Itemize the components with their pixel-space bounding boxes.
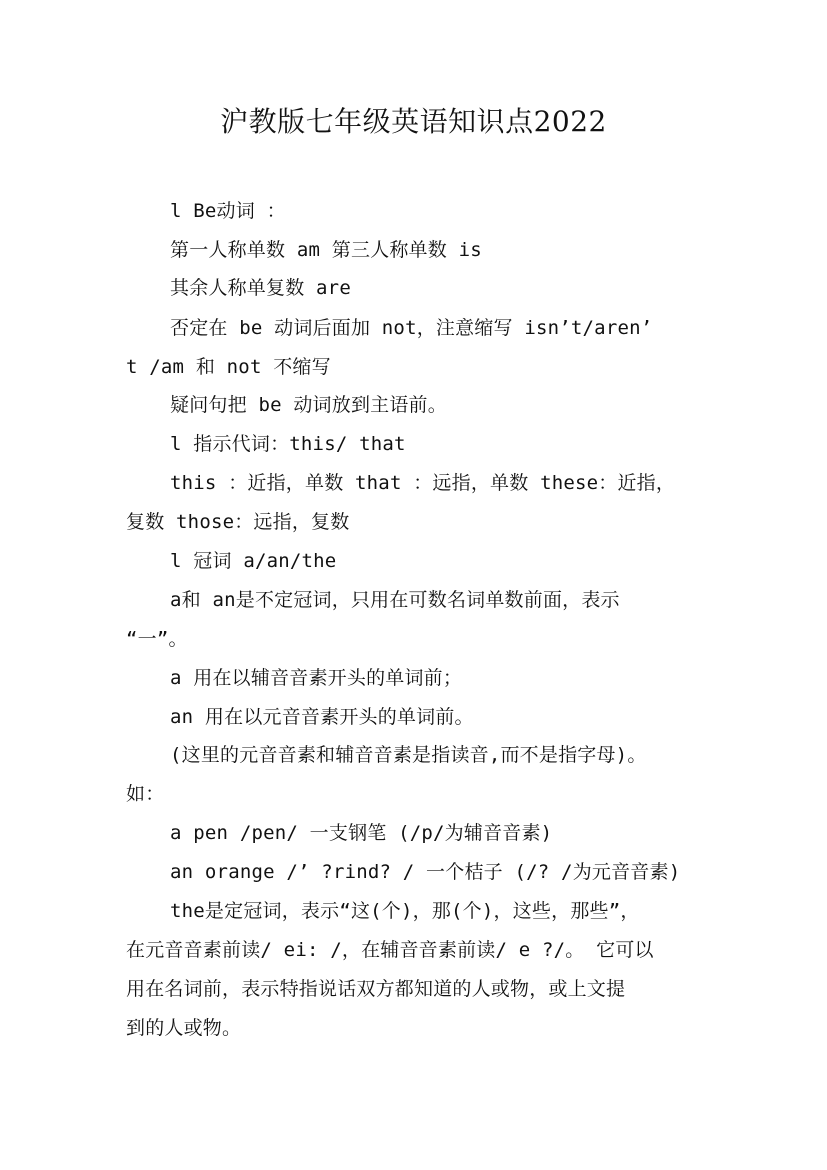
text-line: an orange /’ ?rind? / 一个桔子 (/? /为元音音素): [170, 861, 681, 883]
text-line: t /am 和 not 不缩写: [126, 356, 331, 378]
text-line: 如：: [126, 783, 165, 805]
text-line: 否定在 be 动词后面加 not，注意缩写 isn’t/aren’: [170, 317, 653, 339]
text-line: the是定冠词，表示“这(个)，那(个)，这些，那些”，: [170, 900, 640, 922]
text-line: l Be动词 ：: [170, 200, 286, 222]
text-line: 用在名词前，表示特指说话双方都知道的人或物，或上文提: [126, 978, 626, 1000]
text-line: (这里的元音音素和辅音音素是指读音,而不是指字母)。: [170, 744, 647, 766]
text-line: 第一人称单数 am 第三人称单数 is: [170, 239, 482, 261]
text-line: 到的人或物。: [126, 1017, 242, 1039]
document-title: 沪教版七年级英语知识点2022: [220, 105, 607, 138]
text-line: a和 an是不定冠词，只用在可数名词单数前面，表示: [170, 589, 620, 611]
text-line: l 冠词 a/an/the: [170, 550, 337, 572]
text-line: an 用在以元音音素开头的单词前。: [170, 706, 474, 728]
text-line: 疑问句把 be 动词放到主语前。: [170, 394, 447, 416]
text-line: 其余人称单复数 are: [170, 277, 351, 299]
text-line: a 用在以辅音音素开头的单词前；: [170, 667, 463, 689]
text-line: a pen /pen/ 一支钢笔 (/p/为辅音音素): [170, 822, 553, 844]
text-line: 复数 those：远指，复数: [126, 511, 350, 533]
text-line: “一”。: [126, 628, 188, 650]
text-line: l 指示代词：this/ that: [170, 433, 406, 455]
text-line: this ：近指，单数 that ：远指，单数 these：近指，: [170, 472, 676, 494]
text-line: 在元音音素前读/ ei: /，在辅音音素前读/ e ?/。 它可以: [126, 939, 654, 961]
